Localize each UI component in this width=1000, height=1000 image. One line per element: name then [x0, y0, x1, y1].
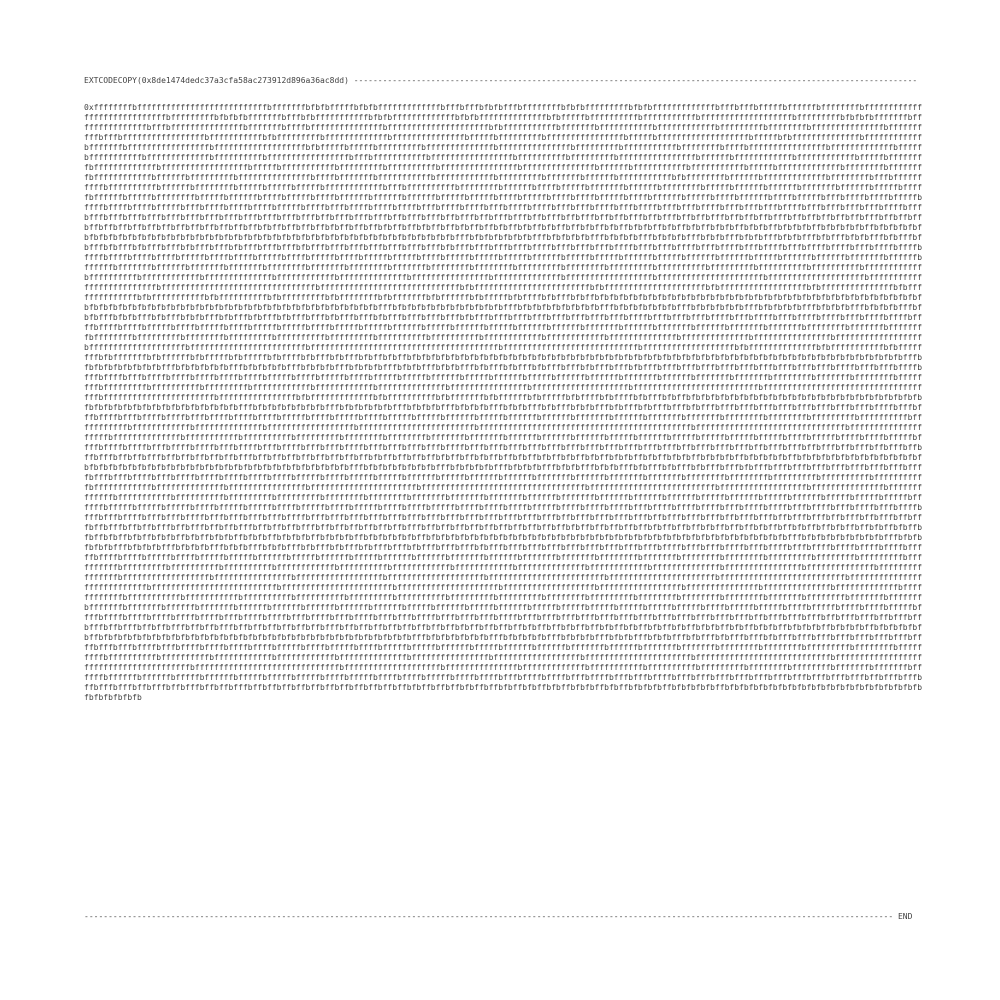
header-rule: --------------------------------------------------------------------------------------------------------------------- [353, 76, 918, 85]
footer-rule: ------------------------------------------------------------------------------------------------------------------------------------------------------------------------ [84, 912, 894, 921]
end-label: END [897, 912, 913, 921]
trace-footer [84, 912, 923, 922]
opcode-call-label: EXTCODECOPY(0x8de1474dedc37a3cfa58ac273912d896a36ac8dd) [84, 76, 349, 85]
bytecode-dump: 0xffffffffbfffffffffffffffffffffffffffbfffffffbfbfbfffffbfbfbfffffffffffffbfffbfffbfbfbfffbffffffffbfbfbfffffffffbfbfbfffffffffffffbfffbfffbfffffbffffffbffffffffbfffffffffffffffffffffffffffffbfffffffffbfbfbfbfffffffbfffbfbfffffffffffbfbfbfffffffffffffbfbfbffffffffffffffbfbfffffbffffffffffbfffffffffffbfffffffffffffffffffbfffffffffbfbfbfbfffffffbfffffffffffffffbfffbfffffffffffffffbfffffffbffffbfffffffffffffffbfffffffffffffffffffffbfbfffffffffffbfffffffbfffffffffffbffffffffffffbfffffffffbffffffffbfffffffffffffffbffffffffffbfffbfffffffffffffffffbfffffffffffbfbfffffffffbfffffffffffffbfffffffffffffffbfffffbfffffffffbffffffffffffffffbfffffbfffffffffffffffffffbfffffbfbffffffffffffffbffffffffffffbfffffffbfffffffffffffffffbfffffffffffffffffffbfbfffffbfffffbfffffffffbffffffffffffffbfffffffffffffffbfffffffffbfffffffffffbffffffffbffffbffffffffffffffffbfffffffffffffbfffffbfffffffffffbfffffffffffffbffffffffffbfffffffffffffffffbfffbfffffffffffbfffffffffffffffffbffffffffffbfffffffffbffffffffffffffffbffffffbffffffffffffbffffffffffffbfffffbffffffffbfffffffffffffbffffffffffffffffffbfffffbfffffffffffbfffffffffbffffffffffbffffffffffffffffbfffffffffffffffbffffffbfffffffffffbfffffffffffbfffffbfffffffffffffbffffffffbffffffffbffffffffffffbffffffbfffffffffbfffffffffffffffbffffbfffffffbfffffffffffbffffffffffffbfffffffffbfffffffbffffffbfffffffffffbfbffffffffbffffffbfffffffffffffbffffffffbfffbffffffffffbffffffffffbffffffbffffffffbfffffbfffffbfffffbffffffffffffbfffbffffffffffbffffffffbffffffbffffbfffffbfffffffbffffffbffffffffbfffffbffffffbffffffbfffffffbffffffbfffffbfffffbffffffbfffffbffffffffbfffffbffffffbffffbfffffbffffbffffffbffffffbffffffbfffffbfffffbffffbfffffbffffbffffbfffffbffffbffffffbfffffbffffbffffffbffffbfffffbfffbffffbffffbfffffbffffbffffbffffbfffffbfffbffffbffffbffffbfffffbffffbfffbffffbffffbffffbfffbffffbffffbfffbffffbffffbfffbfffbffffbfffbffffbfffbfffbffffbfffbfffbfffbffffbfffbfffbfffbfffbffffbfffbfffbfffbfffbfffbfffbfffbfffbfffbfffbfffbfffbfffbffbfffbfffbfffbffbfffbfffbffbfffbffbfffbfffbffbfffbffbfffbffbffbfffbffbfffbffbffbfffbffbffbffbfffbffbffbffbffbffbfffbffbffbffbffbffbffbffbffbffbffbffbffbffbffbffbfbffbffbffbffbfbffbffbffbfbffbffbfbffbffbfbffbffbfbffbfbffbfbffbffbfbffbfbffbfbfbffbfbffbfbffbfbfbffbfbfbffbfbfbfbffbfbfbfbfbffbfbfbfbfbfbfbfbfbfbfbfbfbfbfbfbfbfbfbfbfbfbfbfbfbfbfbfbfbfbfbfbfbfbfbfbfbfbfbfbfbfbfbfbfffbfbfbfbfbfbfbfffbfbfbfbfbfffbfbfbfbfffbfbfbfbfffbfbfbfffbfbfbfffbfbfbfffbfbfffbfbfbfffbfbfffbfbfffbfbfffbfbfffbfffbfbfffbfffbfbfffbfffbfffbfbfffbfffbfffbfffbfffbfffbfffbfbfffbfffbfffbfffbffffbfffbfffbfffbffffbfffbfffbffffbfffbffffbfffbffffbfffbffffbffffbfffbffffbffffbffffbffffbffffbffffbfffffbffffbffffbfffffbffffbfffffbffffbfffffbfffffbffffbfffffbfffffbfffffbffffffbfffffbfffffbffffffbfffffbffffffbffffffbfffffbffffffbffffffbfffffffbffffffbffffffbfffffffbffffffbfffffffbfffffffbffffffffbfffffffbffffffffbfffffffbffffffffbffffffffbfffffffffbffffffffbfffffffffbffffffffffbfffffffffbffffffffffbffffffffffbffffffffffffbffffffffffbffffffffffffbffffffffffffffbffffffffffffbffffffffffffffbffffffffffffffffbffffffffffffffbffffffffffffffffffbffffffffffffffffffffffbffffffffffffffffffffbffffffffffffffffffffffffffbffffffffffffffffffffffffffffffffbfffffffffffffffffffffffffffffbfbffffffffffffffffffffffffbfbfffffffffffffffffffffbfbffffffffffffffffffbfbfffffffffffffffbfbffffffffffffffbfbfffffffffffbfbffffffffffbfbfffffffffbfbffffffffbfbfffffffbfbffffffbfbfffffbfbffffbfbfffbfbffbfbfbfbfbfbfbfbfbfbfbfbfbfbfbfbfbfbfbfbfbfbfbfbfbfbfbfbfbfbfbfbfbfbfbfbfbfbfbfbfbfbfbfbfbfbfbfbfbfbfbfbfbfbfbfbfbfbfbfbfbfbfbfbfbfffbfbfbfbfbfbfbfbfbfbfbfbfffbfbfbfbfbfbfbfbfbfffbfbfbfbfbfbfbfffbfbfbfbfbfbfffbfbfbfbfbfffbfbfbfbfffbfbfbfbfffbfbfbfffbfbfbfffbfbfffbfbfbfffbfbfffbfbfffbfbfffbfffbfbfffbfffbfbfffbfffbfffbfffbfbfffbfffbfffbfffbfffbfffbfffbfffbffffbfffbfffbfffbffffbfffbffffbfffbffffbffffbfffbffffbffffbffffbffffbffffbfffffbffffbfffffbffffbfffffbfffffbffffbfffffbfffffbffffffbfffffbffffffbfffffbffffffbffffffbfffffffbffffffbfffffffbffffffbfffffffbfffffffbffffffffbfffffffbffffffffbffffffffbfffffffffbffffffffbfffffffffbffffffffffbfffffffffbffffffffffbffffffffffbffffffffffffbffffffffffffbffffffffffffffbffffffffffffffbffffffffffffffffbffffffffffffffffffbffffffffffffffffffffbffffffffffffffffffffffffbfffffffffffffffffffffffffffffffffffffffbffffffffffffffffffffffffffffbfffffffffffffffffffbfbffffffffffffffbfbfffffffffffbfbffffffffbfbfffffffbfbffffffbfbfffffbfbfffffbfbffffbfbfffbfbfffbfbffbfbffbfbfbfbfbfbfbfbfbfbfbfbfbfbfbfbfbfbfbfbfbfbfbfbfbfbfbfbfbfbfbfbfbfbfbfbfbfbfbfbfbfbfbfbfbfbfbfbfbfbfbfbfffbfbfbfbfbfbfbfbfbfffbfbfbfbfbfbfffbfbfbfbfbfffbfbfbfbfffbfbfbfbfffbfbfbfffbfbfbfffbfbfffbfbfffbfbfffbfffbfbfffbfffbfbfffbfffbfffbfffbfffbfffbfffbfffbfffbfffbffffbfffbfffbffffbfffbffffbfffbffffbffffbffffbffffbffffbfffffbffffbfffffbffffbfffffbfffffbffffffbfffffbffffffbfffffbffffffbffffffbfffffffbffffffbfffffffbfffffffbffffffffbfffffffbffffffffbffffffffbfffffffffbffffffffffbfffffffffbffffffffffffbffffffffffffbffffffffffffffbffffffffffffffffbffffffffffffffffffffbffffffffffffffffffffffffffbffffffffffffffffffffffffffffffffffffbfffffffffffffffffffffffbffffffffffffffffbfbfffffffffffffbfbffffffffffbfbfffffffbfbffffffbfbfffffbfbffffbfbffffbfbfffbfbffbfbfbfbfbfbfbfbfbfbfbfbfbfbfbfbfbfbfbfbfbfbfbfbfbfbfbfbfbfbfbfbfbfbfbfbfbfbfbfbfbfffbfbfbfbfbfbfbfbfffbfbfbfbfbfbfffbfbfbfbfffbfbfbfbfffbfbfbfffbfbfffbfbfbfffbfbfffbfbfffbfffbfbfffbfffbfffbfffbfffbfffbfffbfffbfffbffffbfffbfffbffffbfffbffffbffffbfffbffffbffffbffffbfffffbffffbfffffbffffbfffffbfffffbffffffbfffffbffffffbffffffbfffffffbffffffbfffffffbfffffffbffffffffbffffffffbfffffffffbffffffffffbfffffffffffbffffffffffffbffffffffffffffbffffffffffffffffffbffffffffffffffffffffffffbffffffffffffffffffffffffffffffffffffffffffffbfffffffffffffffffffffffffffffffbffffffffffffffffffffbffffffffffffffbfffffffffffbffffffffffbfffffffffbffffffffbffffffffbfffffffbfffffffbffffffbffffffbffffffbfffffbffffffbfffffbfffffbfffffbfffffbffffbfffffbffffbffffbfffffbffffbffffbffffbfffbffffbffffbfffbffffbfffbffffbfffbfffbffffbfffbfffbfffbfffbffffbfffbfffbfffbfffbfffbfffbfffbfffbfffbfffbfffbffbfffbfffbfffbffbfffbfffbffbfffbffbfffbffbfffbffbffbfffbffbffbfffbffbffbffbffbffbfffbffbffbffbffbffbffbffbffbfbffbffbffbffbfbffbffbfbffbffbfbffbfbffbfbffbfbffbfbfbffbfbffbfbfbffbfbfbfbffbfbfbfbfbffbfbfbfbfbfbfbfbfbfbfbfbfbfbfbfbfbfbfbfbfbfbfbfbfbfbfbfbfbfbfbfbfbfbfbfbfbfbfbfbfbfffbfbfbfbfbfbfbfbfffbfbfbfbfbfffbfbfbfbfffbfbfbfffbfbfbfffbfbfffbfbfffbfbfffbfffbfbfffbfffbfffbfffbfffbfffbfffbfffbffffbfffbfffbffffbfffbffffbffffbffffbffffbffffbfffffbffffbfffffbfffffbffffffbfffffbffffffbffffffbfffffffbffffffbfffffffbfffffffbffffffffbffffffffbfffffffffbffffffffffbfffffffffffbffffffffffffbffffffffffffffbffffffffffffffffbffffffffffffffffffffffbffffffffffffffffffffffffffffffffffbffffffffffffffffffffffffffbffffffffffffffffffbfffffffffffffffbfffffffffffffbfffffffffffbffffffffffbfffffffffbfffffffffbffffffffbffffffffbfffffffbfffffffbfffffffbffffffbfffffffbffffffbffffffbffffffbfffffbffffffbfffffbffffffbfffffbfffffbfffffbffffffbfffffbfffffbfffffbffffbfffffbfffffbffffbfffffbffffbfffffbffffbffffbfffffbffffbffffbffffbfffffbffffbffffbffffbfffbffffbffffbffffbfffbffffbffffbfffbffffbfffbffffbfffbffffbfffbfffbffffbfffbfffbffffbfffbfffbfffbfffbffffbfffbfffbfffbfffbfffbfffbfffbfffbfffbfffbfffbfffbfffbffbfffbfffbfffbfffbffbfffbfffbfffbffbfffbfffbffbfffbfffbffbfffbffbfffbffbfffbffbfffbffbffbfffbffbfffbffbffbfffbffbffbffbfffbffbffbffbffbffbffbfffbffbffbffbffbffbffbffbffbffbffbfbffbffbffbffbffbfbffbffbffbfbffbffbffbfbffbffbfbffbffbfbffbffbfbffbfbffbfbffbfbffbfbffbfbfbffbfbffbfbfbffbfbfbffbfbfbfbffbfbfbfbffbfbfbfbfbfbffbfbfbfbfbfbfbfbfbfbfbfbfbfbfbfbfbfbfbfbfbfbfbfbfbfbfbfbfbfbfbfbfbfbfbfbfbfbfffbfbfbfbfbfbfbfbfbfffbfbfbfbfbfbfffbfbfbfbfffbfbfbfbfffbfbfbfffbfbfbfffbfbfffbfbfffbfbfffbfffbfbfffbfffbfffbfbfffbfffbfffbfffbfffbfffbfffbfffbfffbffffbfffbfffbffffbfffbffffbfffbffffbffffbffffbffffbfffffbffffbffffbfffffbffffbfffffbfffffbffffffbfffffbffffffbfffffbffffffbffffffbfffffffbffffffbfffffffbfffffffbffffffffbfffffffbffffffffbffffffffbfffffffffbffffffffbfffffffffbffffffffffbfffffffffbffffffffffbffffffffffbffffffffffffbffffffffffbffffffffffffbffffffffffffbffffffffffffffbffffffffffffbffffffffffffffbffffffffffffffffbffffffffffffffbffffffffffffffffbffffffffffffffffffbffffffffffffffffbffffffffffffffffffbffffffffffffffffffffbffffffffffffffffffffffffbffffffffffffffffffffffbffffffffffffffffffffffffffbffffffffffffffffffffffffffffbffffffffffffffffffffffffffbfffffffffffffffffffffffbfffffffffffffffffffffbfffffffffffffffffffbfffffffffffffffffbfffffffffffffffbffffffffffffffbfffffffffffffbffffffffffffbfffffffffffbfffffffffffbffffffffffbffffffffffbfffffffffbffffffffffbfffffffffbfffffffffbffffffffbfffffffffbffffffffbffffffffbffffffffbfffffffbffffffffbfffffffbfffffffbfffffffbfffffffbffffffbfffffffbffffffbffffffbffffffbffffffbffffffbfffffbffffffbfffffbffffffbfffffbfffffbfffffbfffffbfffffbfffffbffffbfffffbfffffbffffbfffffbffffbffffbfffffbffffbffffbffffbffffbffffbffffbfffbffffbffffbfffbffffbfffbffffbfffbfffbffffbfffbfffbfffbffffbfffbfffbfffbfffbfffbfffbfffbfffbfffbfffbfffbfffbffbfffbfffbfffbffbfffbfffbffbfffbffbfffbffbfffbffbffbfffbffbffbfffbffbffbffbffbffbffbfffbffbffbffbffbffbffbffbffbfbffbffbffbffbfbffbffbfbffbffbfbffbfbffbfbffbfbffbfbfbffbfbffbfbfbffbfbfbfbffbfbfbfbffbfbfbfbfbfbffbfbfbfbfbfbfbfbfbfbfbfbfbfbfbfbfbfbfbfbfbfbfbfbfbfbfbfbfbfbfbfbfbfffbfbfbfbfbfbfbfffbfbfbfbfbfffbfbfbfbfffbfbfbfffbfbfbfffbfbfffbfbfffbfffbfbfffbfffbfffbfffbfffbfffbfffbffffbfffbfffbffffbfffbffffbffffbffffbffffbfffffbffffbfffffbffffbfffffbfffffbffffffbfffffbffffffbffffffbfffffffbffffffbfffffffbfffffffbffffffffbffffffffbfffffffffbffffffffbfffffffffbffffffffffbffffffffffbffffffffffffbffffffffffffbffffffffffffffbffffffffffffffffbffffffffffffffffffbffffffffffffffffffffffbffffffffffffffffffffffffffffbffffffffffffffffffffffffffffffffffffffffbffffffffffffffffffffffffffffffbffffffffffffffffffffbfffffffffffffffbfffffffffffffbfffffffffffbffffffffffbfffffffffbffffffffbffffffffbfffffffbfffffffbffffffbffffffbffffffbfffffbffffffbfffffbfffffbfffffbffffbfffffbffffbffffbfffffbffffbffffbfffbffffbffffbfffbffffbfffbfffbffffbfffbfffbfffbfffbfffbfffbfffbfffbfffbfffbffbfffbfffbffbfffbfffbffbfffbffbfffbffbffbfffbffbffbffbffbffbffbffbffbffbffbffbfbffbffbffbfbffbffbfbffbfbffbfbffbfbfbffbfbffbfbfbfbffbfbfbfbfbffbfbfbfbfbfbfbfbfbfbfbfbfbfbfbfbfbfbfbfbfbfbfbfbfbfbfb [84, 103, 923, 702]
trace-header [84, 76, 923, 86]
